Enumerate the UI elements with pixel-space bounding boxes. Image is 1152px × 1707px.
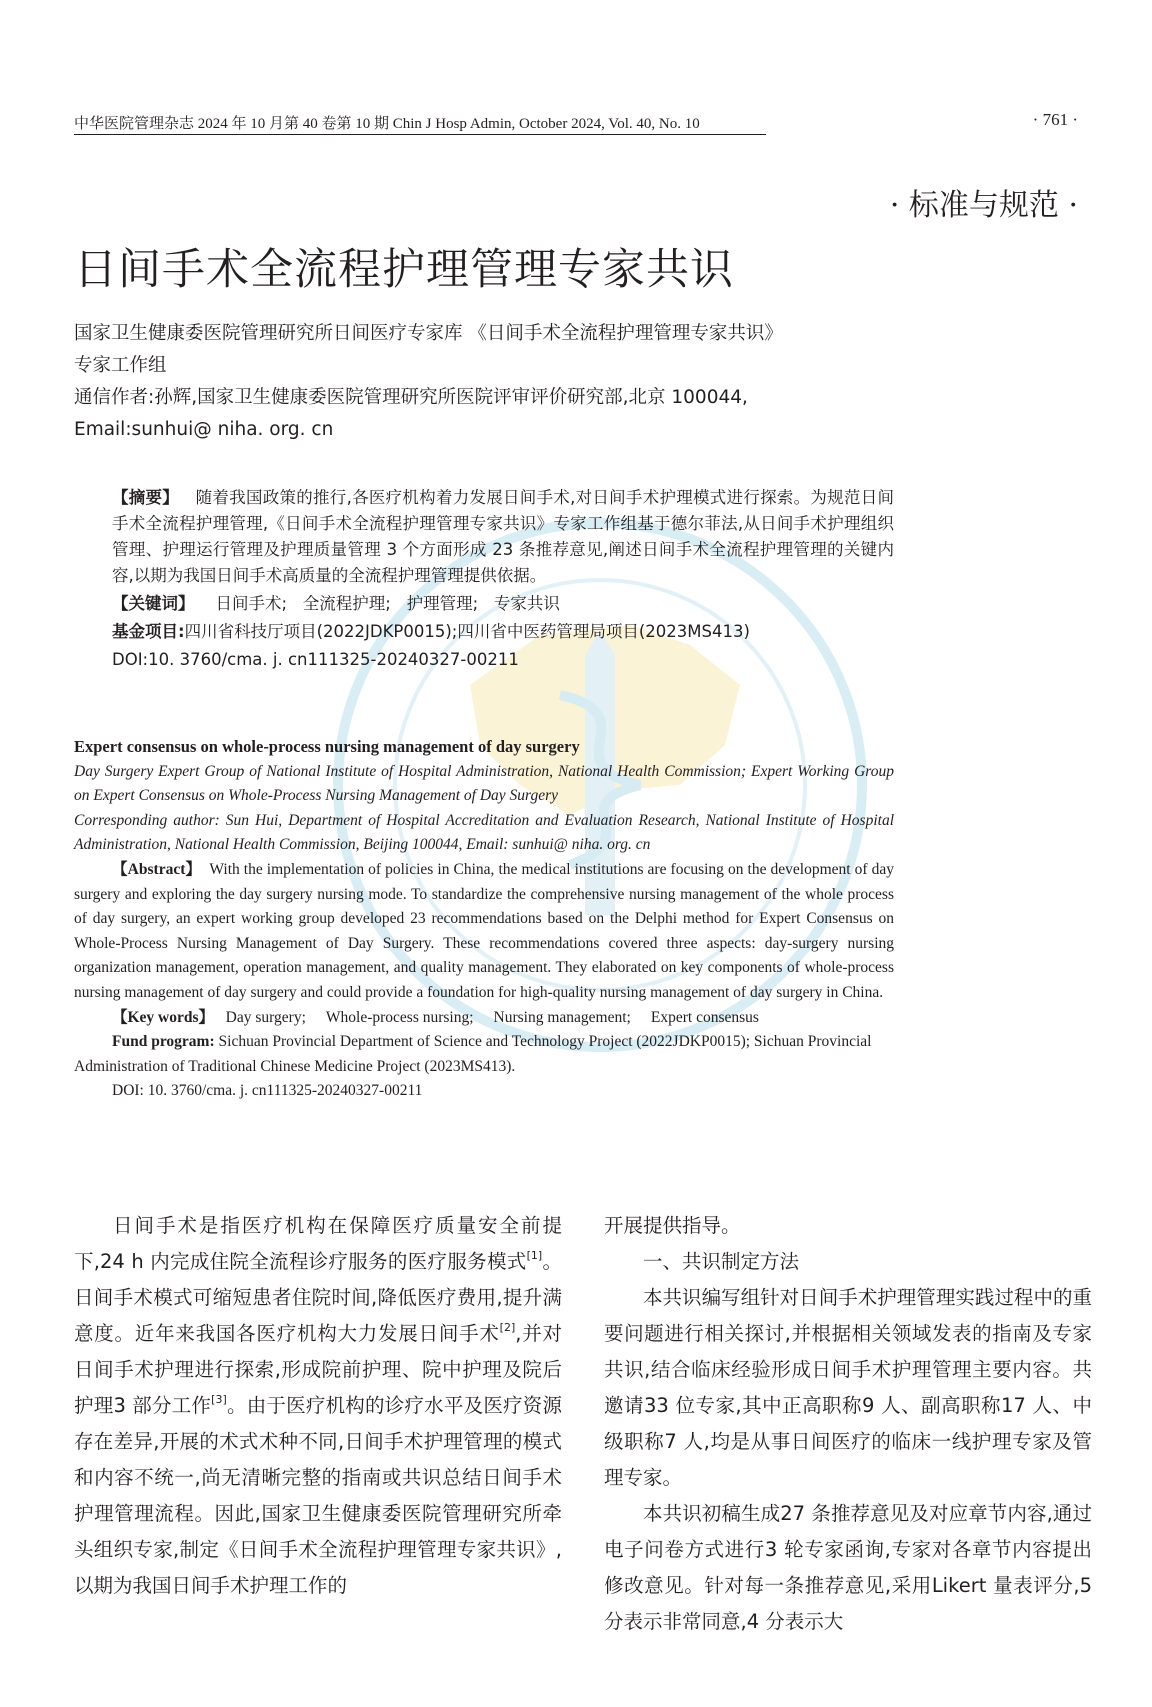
english-corresponding: Corresponding author: Sun Hui, Department of Hospital Accreditation and Evaluation Research, National Institute of Hospital Administration, National Health Commission, Beijing 100044, Email: sunhui@ niha. org. cn <box>74 811 894 854</box>
citation-ref: [3] <box>211 1393 227 1406</box>
abstract-en-text: With the implementation of policies in China, the medical institutions are focusing on the development of day surgery and exploring the day surgery nursing mode. To standardize the comprehensive nursing management of the whole process of day surgery, an expert working group developed 23 recommendations based on the Delphi method for Expert Consensus on Whole-Process Nursing Management of Day Surgery. These recommendations covered three aspects: day-surgery nursing organization management, operation management, and quality management. They elaborated on key components of whole-process nursing management of day surgery and could provide a foundation for high-quality nursing management of day surgery in China. <box>74 860 895 1001</box>
section-heading: 一、共识制定方法 <box>643 1250 800 1273</box>
fund-en <box>74 1030 894 1079</box>
body-paragraph: 开展提供指导。 <box>604 1214 741 1237</box>
abstract-en-label: 【Abstract】 <box>112 860 202 878</box>
keywords-en <box>74 1006 894 1031</box>
fund-cn <box>74 619 894 645</box>
doi-cn: DOI:10. 3760/cma. j. cn111325-20240327-00211 <box>112 650 519 669</box>
body-paragraph: 本共识编写组针对日间手术护理管理实践过程中的重要问题进行相关探讨,并根据相关领域发表的指南及专家共识,结合临床经验形成日间手术护理管理主要内容。共邀请33 位专家,其中正高职称9 人、副高职称17 人、中级职称7 人,均是从事日间医疗的临床一线护理专家及管理专家。 <box>604 1286 1092 1489</box>
article-title: 日间手术全流程护理管理专家共识 <box>74 245 734 295</box>
author-email: Email:sunhui@ niha. org. cn <box>74 419 334 440</box>
author-group-line-1: 国家卫生健康委医院管理研究所日间医疗专家库 《日间手术全流程护理管理专家共识》 <box>74 323 783 344</box>
body-text: 。由于医疗机构的诊疗水平及医疗资源存在差异,开展的术式术种不同,日间手术护理管理的模式和内容不统一,尚无清晰完整的指南或共识总结日间手术护理管理流程。因此,国家卫生健康委医院管理研究所牵头组织专家,制定《日间手术全流程护理管理专家共识》,以期为我国日间手术护理工作的 <box>74 1394 562 1597</box>
english-authors: Day Surgery Expert Group of National Institute of Hospital Administration, National Health Commission; Expert Working Group on Expert Consensus on Whole-Process Nursing Management of Day Surgery <box>74 762 894 805</box>
body-paragraph: 本共识初稿生成27 条推荐意见及对应章节内容,通过电子问卷方式进行3 轮专家函询,专家对各章节内容提出修改意见。针对每一条推荐意见,采用Likert 量表评分,5 分表示非常同意,4 分表示大 <box>604 1502 1092 1633</box>
body-paragraph <box>74 1208 562 1604</box>
body-column-right <box>604 1208 1092 1640</box>
keyword-cn: 护理管理; <box>406 594 479 613</box>
keyword-en: Nursing management; <box>493 1008 631 1026</box>
journal-citation: 中华医院管理杂志 2024 年 10 月第 40 卷第 10 期 Chin J Hosp Admin, October 2024, Vol. 40, No. 10 <box>74 116 700 132</box>
abstract-cn-text: 随着我国政策的推行,各医疗机构着力发展日间手术,对日间手术护理模式进行探索。为规范日间手术全流程护理管理,《日间手术全流程护理管理专家共识》专家工作组基于德尔菲法,从日间手术护理组织管理、护理运行管理及护理质量管理 3 个方面形成 23 条推荐意见,阐述日间手术全流程护理管理的关键内容,以期为我国日间手术高质量的全流程护理管理提供依据。 <box>112 488 894 585</box>
body-text: 。日间手术模式可缩短患者住院时间,降低医疗费用,提升满意度。近年来我国各医疗机构大力发展日间手术 <box>74 1250 562 1345</box>
doi-en: DOI: 10. 3760/cma. j. cn111325-20240327-00211 <box>112 1082 423 1100</box>
keywords-en-label: 【Key words】 <box>112 1008 215 1026</box>
keyword-cn: 日间手术; <box>215 594 288 613</box>
english-title: Expert consensus on whole-process nursing management of day surgery <box>74 737 580 756</box>
keywords-cn <box>74 591 894 617</box>
header-rule <box>74 134 766 135</box>
page-number: · 761 · <box>1032 110 1078 129</box>
keywords-cn-label: 【关键词】 <box>112 594 195 613</box>
english-abstract <box>74 735 894 1104</box>
body-text: ,并对日间手术护理进行探索,形成院前护理、院中护理及院后护理3 部分工作 <box>74 1322 562 1417</box>
keyword-en: Expert consensus <box>650 1008 759 1026</box>
running-head <box>74 112 1078 136</box>
author-block <box>74 318 894 446</box>
body-column-left <box>74 1208 562 1604</box>
corresponding-author: 通信作者:孙辉,国家卫生健康委医院管理研究所医院评审评价研究部,北京 100044, <box>74 387 748 408</box>
section-tag: · 标准与规范 · <box>889 188 1078 223</box>
fund-en-text: Sichuan Provincial Department of Science and Technology Project (2022JDKP0015); Sichuan Provincial Administration of Traditional Chinese Medicine Project (2023MS413). <box>74 1033 872 1075</box>
keyword-en: Day surgery; <box>225 1008 306 1026</box>
keyword-cn: 全流程护理; <box>302 594 391 613</box>
keyword-en: Whole-process nursing; <box>325 1008 474 1026</box>
author-group-line-2: 专家工作组 <box>74 355 167 376</box>
citation-ref: [1] <box>526 1249 543 1262</box>
fund-cn-label: 基金项目: <box>112 622 185 641</box>
fund-cn-text: 四川省科技厅项目(2022JDKP0015);四川省中医药管理局项目(2023MS413) <box>184 622 750 641</box>
fund-en-label: Fund program: <box>112 1033 215 1051</box>
chinese-abstract <box>74 485 894 673</box>
citation-ref: [2] <box>499 1321 516 1334</box>
abstract-cn-label: 【摘要】 <box>112 488 180 507</box>
body-text: 日间手术是指医疗机构在保障医疗质量安全前提下,24 h 内完成住院全流程诊疗服务的医疗服务模式 <box>74 1214 562 1273</box>
keyword-cn: 专家共识 <box>493 594 560 613</box>
